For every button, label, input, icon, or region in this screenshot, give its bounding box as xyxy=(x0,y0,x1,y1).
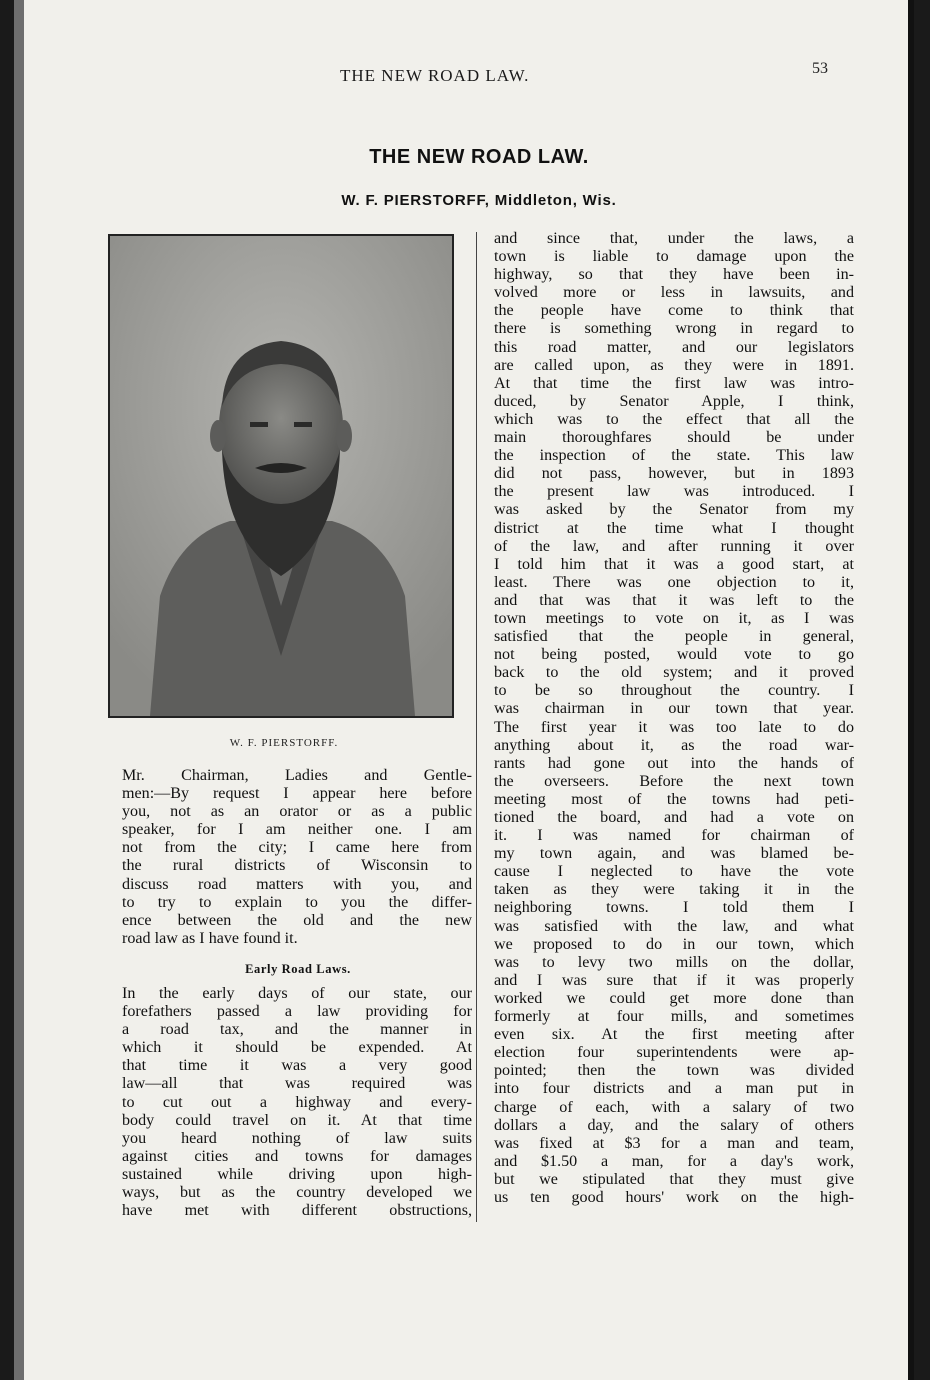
book-page xyxy=(14,0,914,1380)
text-line: the people have come to think that xyxy=(494,302,854,320)
text-line: The first year it was too late to do xyxy=(494,718,854,736)
text-line: and since that, under the laws, a xyxy=(494,230,854,247)
text-line: In the early days of our state, our xyxy=(122,985,472,1002)
text-line: volved more or less in lawsuits, and xyxy=(494,284,854,302)
text-line: a road tax, and the manner in xyxy=(122,1021,472,1039)
text-line: and $1.50 a man, for a day's work, xyxy=(494,1152,854,1170)
text-line: main thoroughfares should be under xyxy=(494,429,854,447)
text-line: men:—By request I appear here before xyxy=(122,785,472,803)
text-line: forefathers passed a law providing for xyxy=(122,1003,472,1021)
running-head: THE NEW ROAD LAW. xyxy=(340,66,530,85)
text-line: the present law was introduced. I xyxy=(494,483,854,501)
text-line: the inspection of the state. This law xyxy=(494,447,854,465)
text-line: you heard nothing of law suits xyxy=(122,1129,472,1147)
text-line: town meetings to vote on it, as I was xyxy=(494,609,854,627)
text-line: and that was that it was left to the xyxy=(494,591,854,609)
text-line: least. There was one objection to it, xyxy=(494,573,854,591)
text-line: are called upon, as they were in 1891. xyxy=(494,356,854,374)
page-binding-edge xyxy=(14,0,24,1380)
text-line: body could travel on it. At that time xyxy=(122,1111,472,1129)
text-line: which it should be expended. At xyxy=(122,1039,472,1057)
text-line: worked we could get more done than xyxy=(494,989,854,1007)
text-line: back to the old system; and it proved xyxy=(494,664,854,682)
text-line: tioned the board, and had a vote on xyxy=(494,809,854,826)
text-line: you, not as an orator or as a public xyxy=(122,803,472,821)
text-line: against cities and towns for damages xyxy=(122,1147,472,1165)
text-line: which was to the effect that all the xyxy=(494,410,854,428)
text-line: into four districts and a man put in xyxy=(494,1080,854,1098)
column-divider xyxy=(476,232,477,1222)
text-line: was chairman in our town that year. xyxy=(494,700,854,718)
page-number: 53 xyxy=(812,60,828,77)
text-line: At that time the first law was intro- xyxy=(494,374,854,392)
page-right-edge xyxy=(908,0,914,1380)
text-line: was satisfied with the law, and what xyxy=(494,917,854,935)
text-line: neighboring towns. I told them I xyxy=(494,899,854,917)
text-line: dollars a day, and the salary of others xyxy=(494,1116,854,1134)
text-line: not being posted, would vote to go xyxy=(494,646,854,664)
text-line: to be so throughout the country. I xyxy=(494,682,854,700)
text-line: not from the city; I came here from xyxy=(122,839,472,857)
text-line: I told him that it was a good start, at xyxy=(494,555,854,573)
text-line: satisfied that the people in general, xyxy=(494,628,854,646)
text-line: taken as they were taking it in the xyxy=(494,881,854,899)
text-line: have met with different obstructions, xyxy=(122,1202,472,1220)
text-line: the overseers. Before the next town xyxy=(494,772,854,790)
text-line: meeting most of the towns had peti- xyxy=(494,790,854,808)
text-line: us ten good hours' work on the high- xyxy=(494,1188,854,1206)
text-line: pointed; then the town was divided xyxy=(494,1062,854,1080)
text-line: rants had gone out into the hands of xyxy=(494,754,854,772)
text-line: district at the time what I thought xyxy=(494,519,854,537)
text-line: even six. At the first meeting after xyxy=(494,1026,854,1044)
text-line: was fixed at $3 for a man and team, xyxy=(494,1134,854,1152)
text-line: my town again, and was blamed be- xyxy=(494,845,854,863)
text-line: speaker, for I am neither one. I am xyxy=(122,821,472,839)
text-line: cause I neglected to have the vote xyxy=(494,863,854,881)
right-column-body xyxy=(494,230,854,1207)
text-line: there is something wrong in regard to xyxy=(494,320,854,338)
author-portrait xyxy=(108,234,454,718)
text-line: of the law, and after running it over xyxy=(494,537,854,555)
text-line: town is liable to damage upon the xyxy=(494,248,854,266)
text-line: discuss road matters with you, and xyxy=(122,875,472,893)
text-line: charge of each, with a salary of two xyxy=(494,1098,854,1116)
text-line: ence between the old and the new xyxy=(122,911,472,929)
text-line: to try to explain to you the differ- xyxy=(122,893,472,911)
text-line: was to levy two mills on the dollar, xyxy=(494,953,854,971)
article-byline: W. F. PIERSTORFF, Middleton, Wis. xyxy=(341,192,617,209)
text-line: this road matter, and our legislators xyxy=(494,338,854,356)
text-line: we proposed to do in our town, which xyxy=(494,935,854,953)
text-line: Mr. Chairman, Ladies and Gentle- xyxy=(122,767,472,784)
text-line: road law as I have found it. xyxy=(122,929,298,947)
text-line: election four superintendents were ap- xyxy=(494,1044,854,1062)
text-line: to cut out a highway and every- xyxy=(122,1093,472,1111)
text-line: anything about it, as the road war- xyxy=(494,736,854,754)
text-line: highway, so that they have been in- xyxy=(494,266,854,284)
text-line: ways, but as the country developed we xyxy=(122,1184,472,1202)
text-line: but we stipulated that they must give xyxy=(494,1170,854,1188)
text-line: sustained while driving upon high- xyxy=(122,1165,472,1183)
text-line: formerly at four mills, and sometimes xyxy=(494,1008,854,1026)
text-line: and I was sure that if it was properly xyxy=(494,971,854,989)
article-title: THE NEW ROAD LAW. xyxy=(369,146,589,168)
text-line: the rural districts of Wisconsin to xyxy=(122,857,472,875)
portrait-caption: W. F. PIERSTORFF. xyxy=(229,737,339,749)
portrait-photo xyxy=(110,236,452,716)
text-line: that time it was a very good xyxy=(122,1057,472,1075)
text-line: law—all that was required was xyxy=(122,1075,472,1093)
left-column-body xyxy=(122,985,472,1220)
text-line: duced, by Senator Apple, I think, xyxy=(494,392,854,410)
text-line: it. I was named for chairman of xyxy=(494,827,854,845)
text-line: did not pass, however, but in 1893 xyxy=(494,465,854,483)
section-subhead: Early Road Laws. xyxy=(245,962,351,976)
text-line: was asked by the Senator from my xyxy=(494,501,854,519)
left-column-intro xyxy=(122,767,472,948)
